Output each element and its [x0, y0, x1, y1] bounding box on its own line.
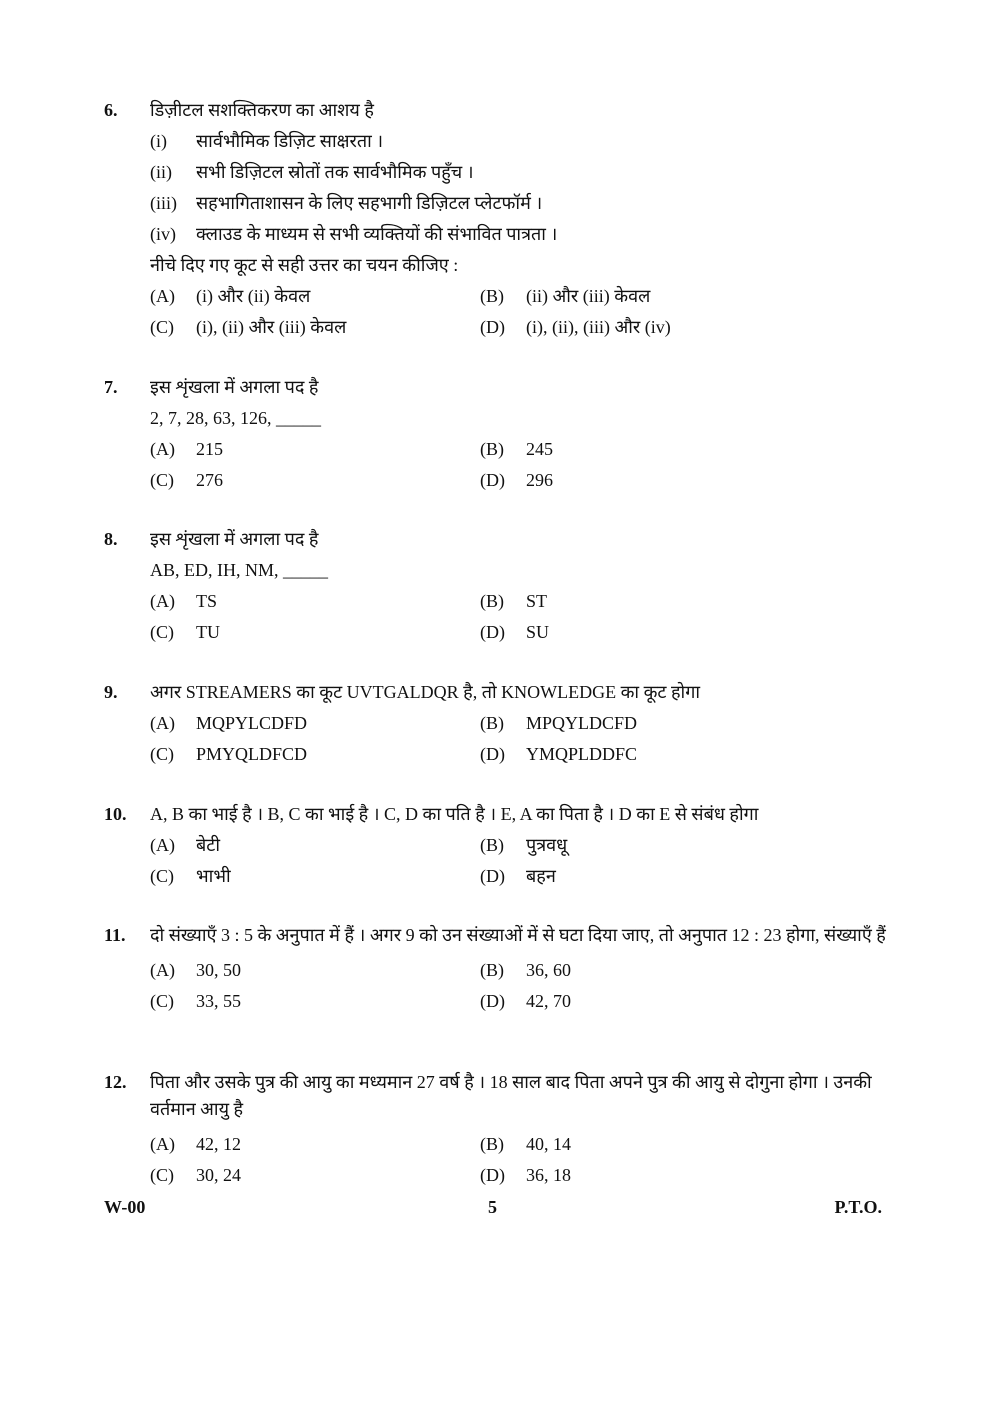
pto-label: P.T.O. [834, 1197, 882, 1217]
question-number: 8. [104, 529, 118, 549]
option-label: (C) [150, 1165, 174, 1185]
options-grid [150, 281, 894, 343]
option-a [150, 281, 480, 312]
question-text: दो संख्याएँ 3 : 5 के अनुपात में हैं । अगर 9 को उन संख्याओं में से घटा दिया जाए, तो अनुपात 12 : 23 होगा, संख्याएँ हैं [150, 925, 886, 945]
option-label: (B) [480, 591, 504, 611]
option-text: भाभी [196, 866, 231, 886]
question-text: 2, 7, 28, 63, 126, _____ [150, 408, 321, 428]
statement-text: क्लाउड के माध्यम से सभी व्यक्तियों की संभावित पात्रता । [196, 224, 558, 244]
option-label: (D) [480, 470, 505, 490]
option-text: 276 [196, 470, 223, 490]
question-text: AB, ED, IH, NM, _____ [150, 560, 328, 580]
question-number: 11. [104, 925, 126, 945]
options-grid [150, 434, 894, 496]
option-text: YMQPLDDFC [526, 744, 638, 764]
option-label: (B) [480, 960, 504, 980]
option-label: (D) [480, 1165, 505, 1185]
question-11 [104, 920, 894, 1017]
options-grid [150, 1129, 894, 1191]
option-label: (B) [480, 1134, 504, 1154]
option-label: (C) [150, 622, 174, 642]
option-text: 296 [526, 470, 553, 490]
question-text: डिज़ीटल सशक्तिकरण का आशय है [150, 100, 374, 120]
option-text: MQPYLCDFD [196, 713, 308, 733]
statement-item [150, 126, 894, 157]
option-d [480, 986, 880, 1017]
question-number: 12. [104, 1072, 127, 1092]
option-text: 42, 12 [196, 1134, 241, 1154]
option-c [150, 465, 480, 496]
options-grid [150, 708, 894, 770]
option-text: 30, 50 [196, 960, 241, 980]
question-text: अगर STREAMERS का कूट UVTGALDQR है, तो KNOWLEDGE का कूट होगा [150, 682, 700, 702]
option-label: (B) [480, 286, 504, 306]
option-c [150, 861, 480, 892]
option-text: 215 [196, 439, 223, 459]
option-d [480, 312, 880, 343]
question-body [150, 1067, 894, 1191]
option-label: (A) [150, 439, 175, 459]
question-9 [104, 677, 894, 770]
statement-item [150, 157, 894, 188]
question-body [150, 95, 894, 343]
option-label: (B) [480, 835, 504, 855]
option-text: 30, 24 [196, 1165, 241, 1185]
option-b [480, 434, 880, 465]
option-d [480, 739, 880, 770]
option-label: (D) [480, 744, 505, 764]
option-text: बहन [526, 866, 556, 886]
question-8 [104, 524, 894, 648]
question-number: 6. [104, 100, 118, 120]
option-d [480, 617, 880, 648]
option-label: (B) [480, 439, 504, 459]
option-text: TU [196, 622, 220, 642]
option-text: (i), (ii) और (iii) केवल [196, 317, 347, 337]
option-label: (A) [150, 1134, 175, 1154]
question-body [150, 372, 894, 496]
paper-code: W-00 [104, 1197, 146, 1217]
option-label: (A) [150, 591, 175, 611]
option-text: 33, 55 [196, 991, 241, 1011]
option-a [150, 708, 480, 739]
question-text: पिता और उसके पुत्र की आयु का मध्यमान 27 वर्ष है । 18 साल बाद पिता अपने पुत्र की आयु से दोगुना होगा । उनकी वर्तमान आयु है [150, 1072, 872, 1119]
option-label: (C) [150, 470, 174, 490]
option-d [480, 1160, 880, 1191]
option-label: (B) [480, 713, 504, 733]
option-text: (i) और (ii) केवल [196, 286, 311, 306]
option-a [150, 434, 480, 465]
option-text: ST [526, 591, 548, 611]
option-label: (C) [150, 317, 174, 337]
option-text: 42, 70 [526, 991, 571, 1011]
question-body [150, 799, 894, 892]
option-a [150, 955, 480, 986]
option-d [480, 861, 880, 892]
option-text: बेटी [196, 835, 221, 855]
statement-text: सभी डिज़िटल स्रोतों तक सार्वभौमिक पहुँच । [196, 162, 474, 182]
option-b [480, 586, 880, 617]
option-b [480, 281, 880, 312]
option-label: (A) [150, 713, 175, 733]
option-c [150, 617, 480, 648]
option-text: PMYQLDFCD [196, 744, 308, 764]
option-text: (i), (ii), (iii) और (iv) [526, 317, 671, 337]
question-6 [104, 95, 894, 343]
option-label: (D) [480, 317, 505, 337]
option-b [480, 955, 880, 986]
question-body [150, 524, 894, 648]
option-label: (C) [150, 744, 174, 764]
statement-text: सार्वभौमिक डिज़िट साक्षरता । [196, 131, 384, 151]
option-c [150, 312, 480, 343]
option-label: (A) [150, 286, 175, 306]
option-b [480, 1129, 880, 1160]
question-number: 7. [104, 377, 118, 397]
option-text: 40, 14 [526, 1134, 571, 1154]
options-grid [150, 586, 894, 648]
page-number: 5 [488, 1197, 497, 1217]
question-12 [104, 1067, 894, 1191]
option-label: (A) [150, 960, 175, 980]
option-text: MPQYLDCFD [526, 713, 638, 733]
question-text: A, B का भाई है । B, C का भाई है । C, D का पति है । E, A का पिता है । D का E से संबंध होगा [150, 804, 759, 824]
option-label: (D) [480, 991, 505, 1011]
option-text: 36, 18 [526, 1165, 571, 1185]
option-label: (D) [480, 866, 505, 886]
option-text: 36, 60 [526, 960, 571, 980]
question-number: 9. [104, 682, 118, 702]
statement-label: (iv) [150, 224, 176, 244]
option-c [150, 986, 480, 1017]
option-text: (ii) और (iii) केवल [526, 286, 651, 306]
option-a [150, 586, 480, 617]
option-text: TS [196, 591, 218, 611]
statement-label: (ii) [150, 162, 172, 182]
statement-text: सहभागिताशासन के लिए सहभागी डिज़िटल प्लेटफॉर्म । [196, 193, 543, 213]
option-d [480, 465, 880, 496]
statement-label: (iii) [150, 193, 177, 213]
option-a [150, 830, 480, 861]
question-body [150, 920, 894, 1017]
options-grid [150, 955, 894, 1017]
option-text: 245 [526, 439, 553, 459]
statement-item [150, 219, 894, 250]
question-10 [104, 799, 894, 892]
option-label: (C) [150, 991, 174, 1011]
options-grid [150, 830, 894, 892]
option-b [480, 708, 880, 739]
question-7 [104, 372, 894, 496]
instruction-text: नीचे दिए गए कूट से सही उत्तर का चयन कीजिए : [150, 255, 459, 275]
option-label: (D) [480, 622, 505, 642]
option-label: (A) [150, 835, 175, 855]
question-text: इस शृंखला में अगला पद है [150, 377, 319, 397]
option-a [150, 1129, 480, 1160]
option-text: पुत्रवधू [526, 835, 568, 855]
option-label: (C) [150, 866, 174, 886]
question-body [150, 677, 894, 770]
option-text: SU [526, 622, 550, 642]
option-b [480, 830, 880, 861]
statement-label: (i) [150, 131, 167, 151]
statement-item [150, 188, 894, 219]
question-text: इस शृंखला में अगला पद है [150, 529, 319, 549]
question-number: 10. [104, 804, 127, 824]
option-c [150, 739, 480, 770]
option-c [150, 1160, 480, 1191]
